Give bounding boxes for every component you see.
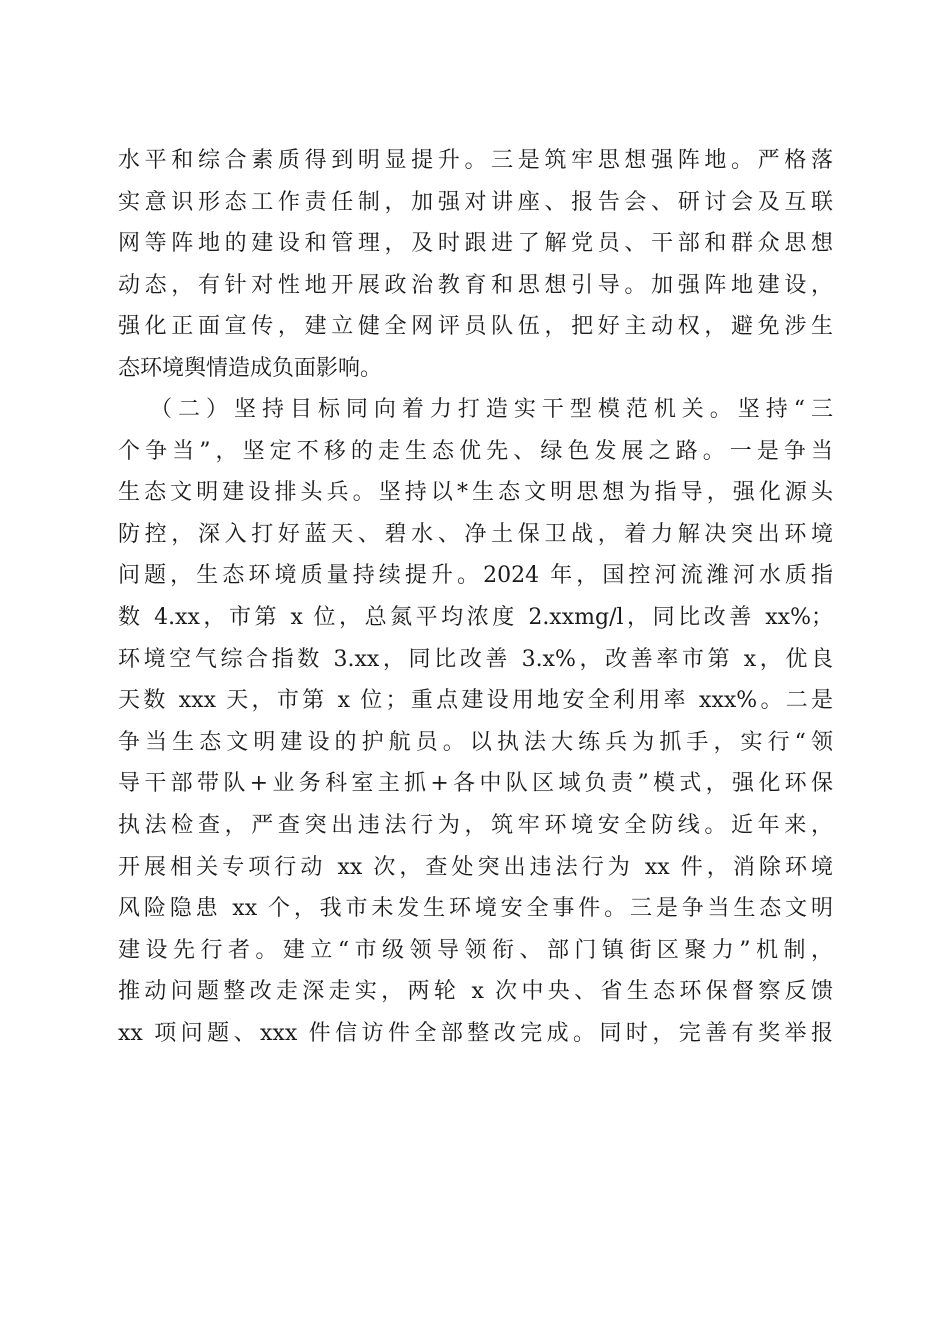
- section-heading-line: （二）坚持目标同向着力打造实干型模范机关。坚持“三: [150, 397, 833, 422]
- paragraph-2: [118, 389, 833, 1055]
- text-line: 水平和综合素质得到明显提升。三是筑牢思想强阵地。严格落: [118, 148, 833, 173]
- text-line: 数 4.xx，市第 x 位，总氮平均浓度 2.xxmg/l，同比改善 xx%；: [118, 604, 833, 630]
- text-line: 执法检查，严查突出违法行为，筑牢环境安全防线。近年来，: [118, 812, 833, 838]
- text-line: 推动问题整改走深走实，两轮 x 次中央、省生态环保督察反馈: [118, 979, 833, 1005]
- text-line: 强化正面宣传，建立健全网评员队伍，把好主动权，避免涉生: [118, 314, 833, 340]
- text-line: 态环境舆情造成负面影响。: [118, 355, 383, 381]
- text-line: 导干部带队+业务科室主抓+各中队区域负责”模式，强化环保: [118, 771, 833, 797]
- text-line: 实意识形态工作责任制，加强对讲座、报告会、研讨会及互联: [118, 189, 833, 215]
- paragraph-1: [118, 140, 833, 390]
- text-line: 建设先行者。建立“市级领导领衔、部门镇街区聚力”机制，: [118, 937, 833, 963]
- text-line: 防控，深入打好蓝天、碧水、净土保卫战，着力解决突出环境: [118, 521, 833, 547]
- text-line: 网等阵地的建设和管理，及时跟进了解党员、干部和群众思想: [118, 231, 833, 257]
- text-line: 天数 xxx 天，市第 x 位；重点建设用地安全利用率 xxx%。二是: [118, 688, 833, 714]
- text-line: 开展相关专项行动 xx 次，查处突出违法行为 xx 件，消除环境: [118, 854, 833, 880]
- text-line: 个争当”，坚定不移的走生态优先、绿色发展之路。一是争当: [118, 438, 833, 464]
- text-line: 风险隐患 xx 个，我市未发生环境安全事件。三是争当生态文明: [118, 896, 833, 922]
- text-line: 问题，生态环境质量持续提升。2024 年，国控河流潍河水质指: [118, 563, 833, 589]
- text-line: 生态文明建设排头兵。坚持以*生态文明思想为指导，强化源头: [118, 480, 833, 506]
- text-line: xx 项问题、xxx 件信访件全部整改完成。同时，完善有奖举报: [118, 1020, 833, 1046]
- text-line: 争当生态文明建设的护航员。以执法大练兵为抓手，实行“领: [118, 729, 833, 755]
- text-line: 动态，有针对性地开展政治教育和思想引导。加强阵地建设，: [118, 272, 833, 298]
- text-line: 环境空气综合指数 3.xx，同比改善 3.x%，改善率市第 x，优良: [118, 646, 833, 672]
